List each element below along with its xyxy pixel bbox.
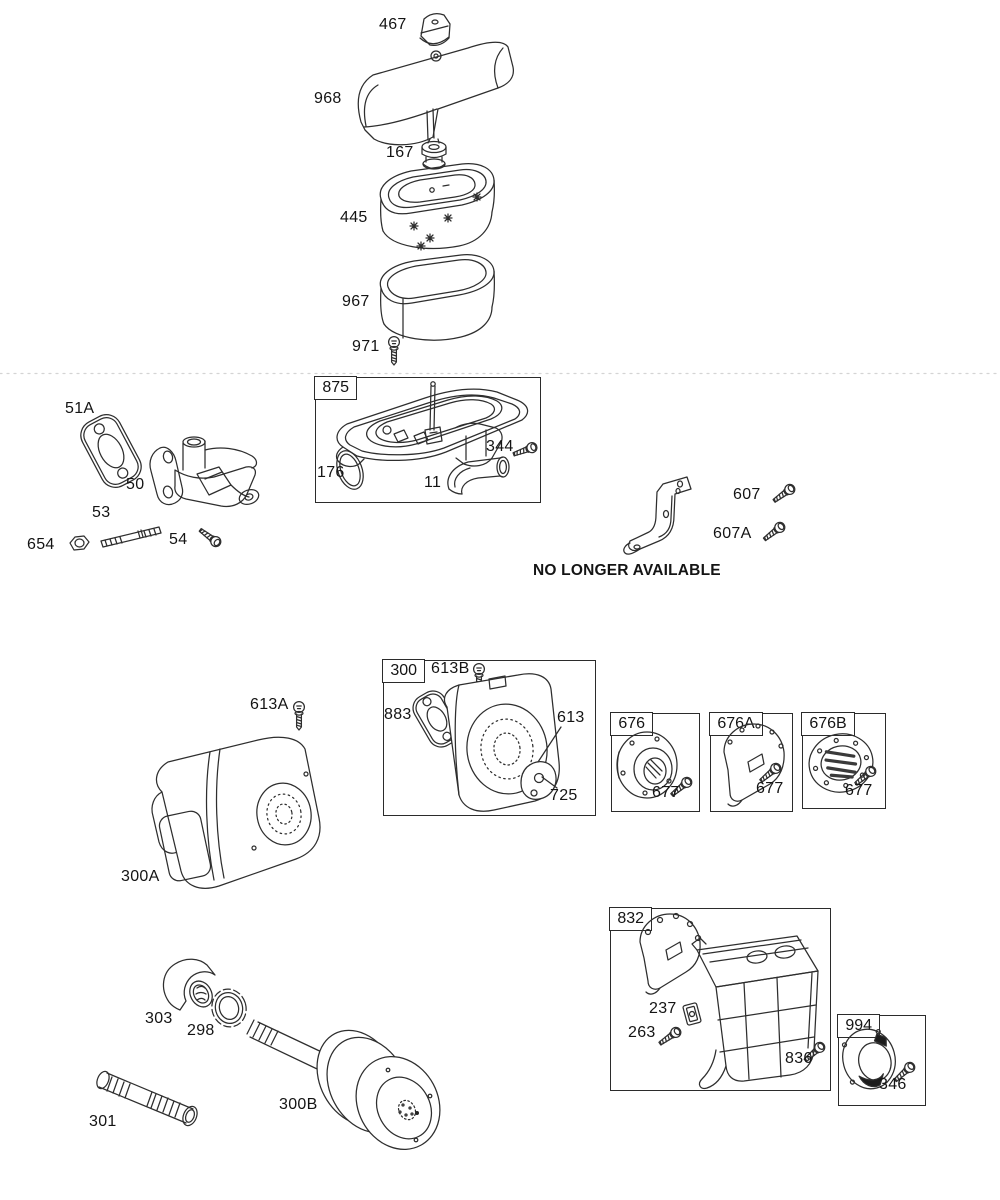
part-label-51A: 51A	[65, 400, 95, 417]
part-label-613A: 613A	[250, 696, 289, 713]
part-label-613: 613	[557, 709, 585, 726]
part-label-613B: 613B	[431, 660, 470, 677]
wing-knob-467-drawing	[420, 14, 450, 46]
group-box-300-tag: 300	[382, 659, 425, 683]
part-label-677-c: 677	[845, 782, 873, 799]
part-label-967: 967	[342, 293, 370, 310]
part-label-346: 346	[879, 1076, 907, 1093]
part-label-11: 11	[424, 474, 442, 491]
part-label-725: 725	[550, 787, 578, 804]
intake-elbow-11-drawing	[448, 457, 509, 494]
muffler-300-drawing	[444, 674, 561, 811]
part-label-300B: 300B	[279, 1096, 318, 1113]
part-label-883: 883	[384, 706, 412, 723]
screw-344-drawing	[512, 441, 538, 459]
air-filter-445-drawing	[380, 164, 494, 250]
muffler-300A-drawing	[152, 737, 320, 888]
part-label-300A: 300A	[121, 868, 160, 885]
stud-53-drawing	[101, 527, 161, 547]
group-box-875-tag: 875	[314, 376, 357, 400]
part-label-467: 467	[379, 16, 407, 33]
group-box-676A-tag: 676A	[709, 712, 762, 736]
part-label-176: 176	[317, 464, 345, 481]
clip-237-drawing	[683, 1003, 702, 1026]
part-label-607: 607	[733, 486, 761, 503]
nut-654-drawing	[70, 536, 89, 550]
spacer-167-drawing	[422, 139, 446, 169]
group-box-676B-tag: 676B	[801, 712, 854, 736]
screw-54-drawing	[197, 526, 223, 549]
part-label-50: 50	[126, 476, 145, 493]
part-label-263: 263	[628, 1024, 656, 1041]
part-label-298: 298	[187, 1022, 215, 1039]
part-label-53: 53	[92, 504, 111, 521]
part-label-971: 971	[352, 338, 380, 355]
part-label-607A: 607A	[713, 525, 752, 542]
group-box-994-tag: 994	[837, 1014, 880, 1038]
shield-832-drawing	[640, 914, 701, 995]
air-cleaner-base-967-drawing	[380, 255, 494, 340]
part-label-445: 445	[340, 209, 368, 226]
part-label-237: 237	[649, 1000, 677, 1017]
group-box-832-tag: 832	[609, 907, 652, 931]
no-longer-available-note: NO LONGER AVAILABLE	[533, 562, 721, 579]
intake-manifold-50-drawing	[150, 437, 261, 507]
pipe-elbow-303-drawing	[163, 959, 216, 1011]
air-cleaner-cover-968-drawing	[358, 42, 513, 145]
screw-613A-drawing	[294, 702, 305, 730]
part-label-677-b: 677	[756, 780, 784, 797]
part-label-167: 167	[386, 144, 414, 161]
screw-971-drawing	[389, 337, 400, 365]
screw-607A-drawing	[761, 520, 786, 543]
group-box-676-tag: 676	[610, 712, 653, 736]
part-label-344: 344	[486, 438, 514, 455]
part-label-301: 301	[89, 1113, 117, 1130]
muffler-bracket-607-drawing	[624, 477, 691, 554]
part-label-968: 968	[314, 90, 342, 107]
part-label-303: 303	[145, 1010, 173, 1027]
part-label-54: 54	[169, 531, 188, 548]
part-label-677-a: 677	[652, 784, 680, 801]
muffler-300B-drawing	[247, 1016, 456, 1164]
part-label-654: 654	[27, 536, 55, 553]
screw-607-drawing	[771, 482, 797, 504]
part-label-836: 836	[785, 1050, 813, 1067]
screw-263-drawing	[657, 1025, 683, 1047]
